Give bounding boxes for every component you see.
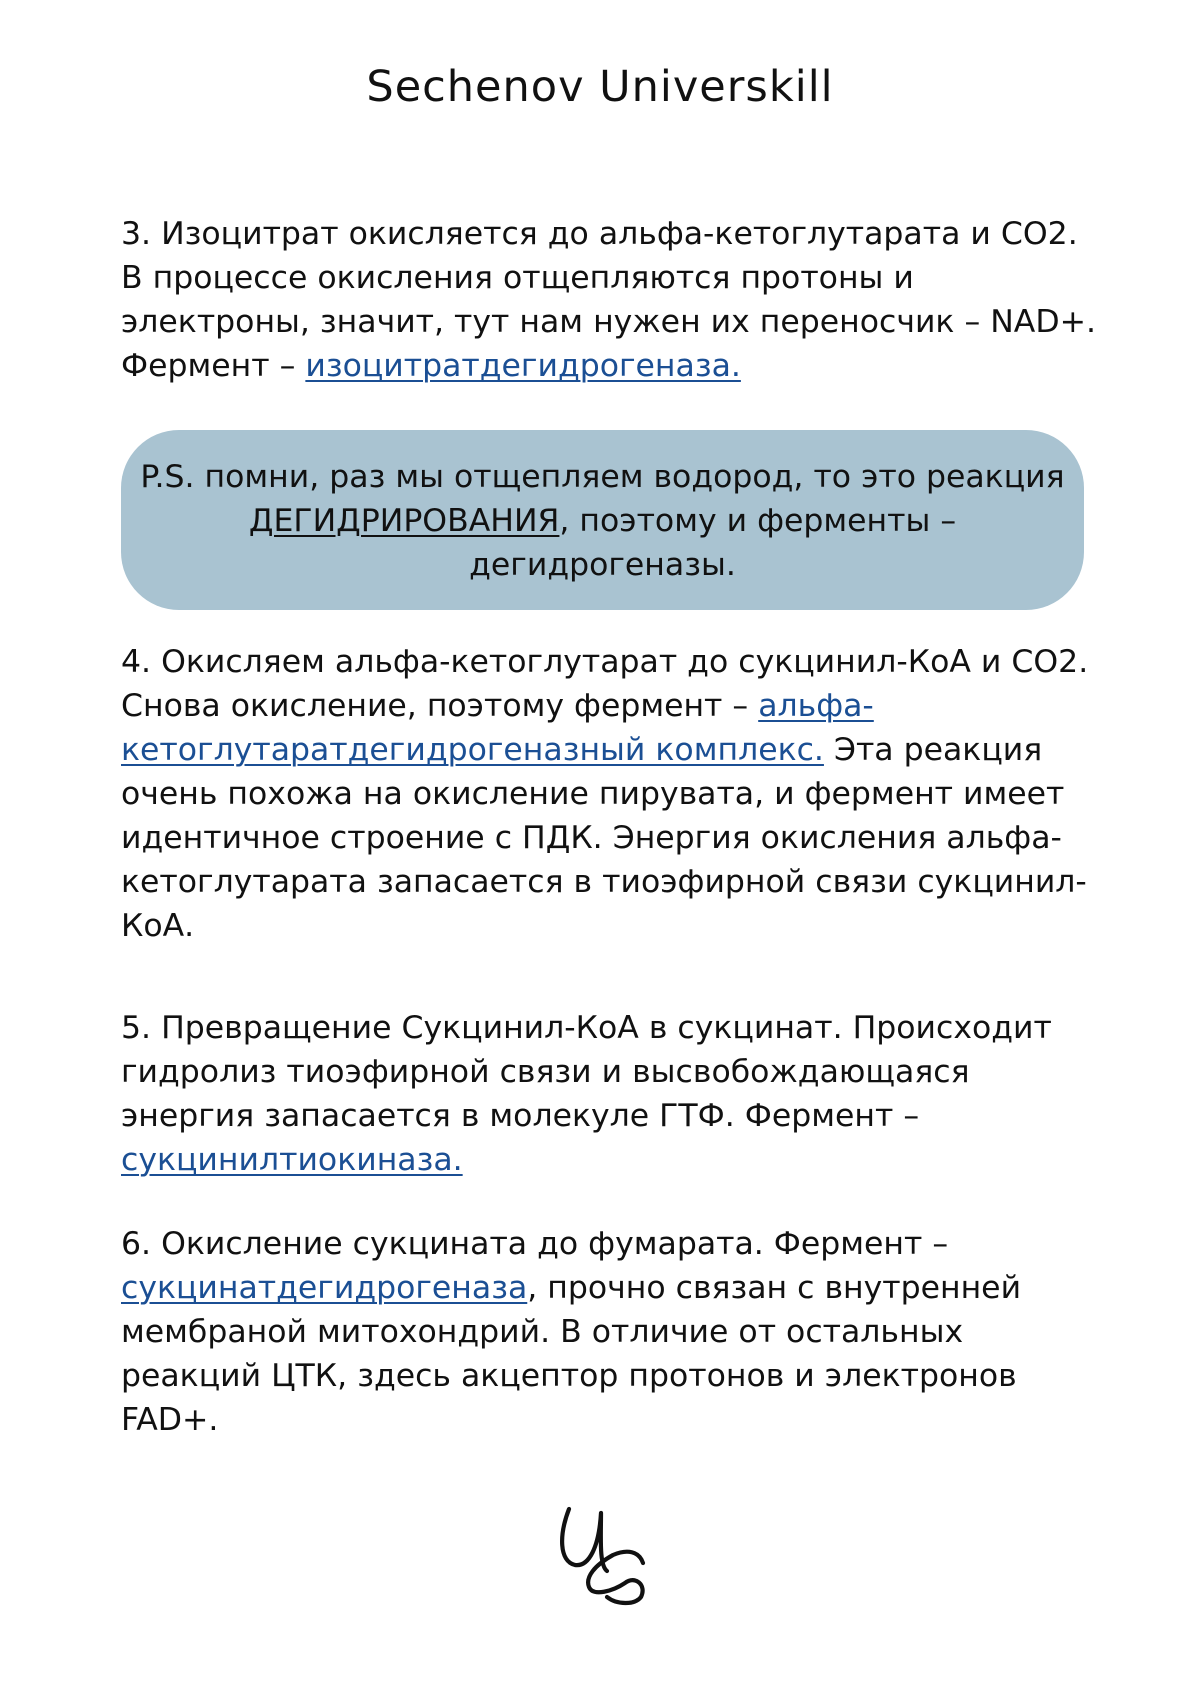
- paragraph-step-6: [121, 1222, 1101, 1442]
- link-alpha-ketoglutarate-complex[interactable]: альфа-кетоглутаратдегидрогеназный комплекс.: [121, 688, 874, 768]
- link-succinyl-thiokinase[interactable]: сукцинилтиокиназа.: [121, 1142, 463, 1178]
- page-title: Sechenov Universkill: [366, 62, 834, 112]
- logo-letter-s: [588, 1552, 643, 1603]
- step-6-text-after: , прочно связан с внутренней мембраной митохондрий. В отличие от остальных реакций ЦТК, здесь акцептор протонов и электронов FAD+.: [121, 1270, 1022, 1438]
- paragraph-step-5: [121, 1006, 1101, 1182]
- paragraph-step-4: [121, 640, 1101, 948]
- universkill-logo-icon: [555, 1505, 651, 1607]
- link-succinate-dehydrogenase[interactable]: сукцинатдегидрогеназа: [121, 1270, 528, 1306]
- link-isocitrate-dehydrogenase[interactable]: изоцитратдегидрогеназа.: [305, 348, 741, 384]
- ps-note-box: [121, 430, 1084, 610]
- step-6-text-before: 6. Окисление сукцината до фумарата. Фермент –: [121, 1226, 949, 1262]
- note-text-after: , поэтому и ферменты – дегидрогеназы.: [469, 503, 957, 583]
- step-4-text-after: Эта реакция очень похожа на окисление пирувата, и фермент имеет идентичное строение с ПДК. Энергия окисления альфа-кетоглутарата запасается в тиоэфирной связи сукцинил-КоА.: [121, 732, 1087, 944]
- paragraph-step-3: [121, 212, 1101, 388]
- note-text-before: P.S. помни, раз мы отщепляем водород, то это реакция: [140, 459, 1065, 495]
- step-5-text: 5. Превращение Сукцинил-КоА в сукцинат. Происходит гидролиз тиоэфирной связи и высвобождающаяся энергия запасается в молекуле ГТФ. Фермент –: [121, 1010, 1052, 1134]
- step-4-text-before: 4. Окисляем альфа-кетоглутарат до сукцинил-КоА и CO2. Снова окисление, поэтому фермент –: [121, 644, 1089, 724]
- note-emphasis: ДЕГИДРИРОВАНИЯ: [248, 503, 560, 539]
- step-3-text: 3. Изоцитрат окисляется до альфа-кетоглутарата и CO2. В процессе окисления отщепляются протоны и электроны, значит, тут нам нужен их переносчик – NAD+. Фермент –: [121, 216, 1096, 384]
